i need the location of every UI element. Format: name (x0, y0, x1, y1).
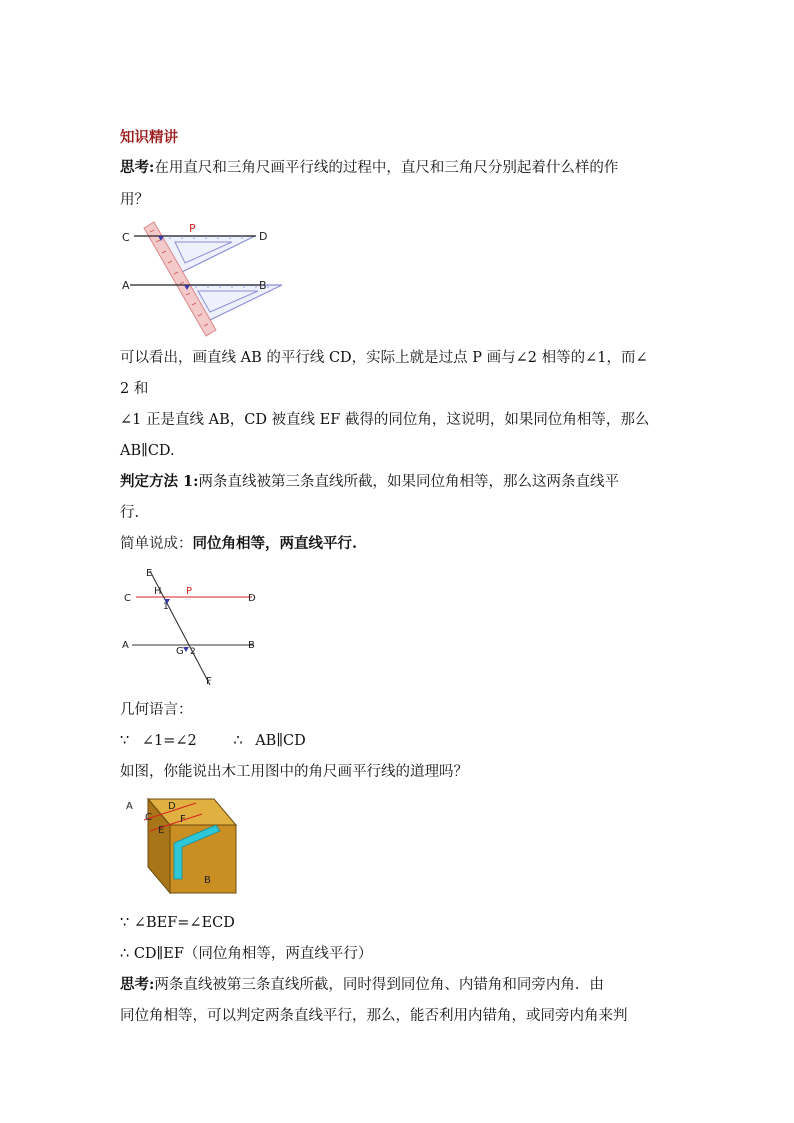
therefore-symbol: ∴ (233, 733, 243, 749)
geometry-statement (120, 731, 306, 751)
label-a: A (122, 640, 129, 651)
think2-text1: 两条直线被第三条直线所截，同时得到同位角、内错角和同旁内角．由 (154, 977, 604, 993)
because-symbol: ∵ (120, 733, 130, 749)
simple-bold: 同位角相等，两直线平行. (192, 535, 358, 552)
label-c: C (122, 231, 130, 244)
carpenter-square-figure (120, 795, 250, 900)
label-angle1: 1 (163, 602, 169, 612)
label-c: C (145, 812, 152, 823)
think2-line1 (120, 975, 604, 995)
think2-label: 思考: (120, 976, 155, 993)
label-e: E (158, 825, 165, 836)
think2-text2: 同位角相等，可以判定两条直线平行，那么，能否利用内错角，或同旁内角来判 (120, 1008, 628, 1024)
proof-line1: ∵ ∠BEF=∠ECD (120, 915, 235, 931)
ruler-triangle-figure (120, 218, 300, 338)
method1-line1 (120, 472, 619, 492)
geometry-condition: ∠1=∠2 (141, 733, 197, 749)
label-f: F (180, 814, 186, 825)
para1-line3: ∠1 正是直线 AB，CD 被直线 EF 截得的同位角，这说明，如果同位角相等，那么 (120, 412, 650, 428)
method1-text1: 两条直线被第三条直线所截，如果同位角相等，那么这两条直线平 (198, 474, 619, 490)
label-f: F (206, 676, 212, 687)
label-h: H (154, 586, 162, 597)
label-e: E (146, 568, 153, 579)
geometry-title: 几何语言： (120, 702, 193, 718)
angle2-marker (183, 647, 189, 652)
label-d: D (248, 593, 256, 604)
think1-text2: 用？ (120, 192, 149, 208)
label-p: P (189, 222, 196, 235)
label-a: A (126, 801, 133, 812)
label-a: A (122, 279, 130, 292)
think1-text1: 在用直尺和三角尺画平行线的过程中，直尺和三角尺分别起着什么样的作 (154, 160, 619, 176)
label-b: B (259, 279, 267, 292)
label-p: P (186, 586, 193, 597)
method1-text2: 行. (120, 505, 140, 521)
para1-line2: 2 和 (120, 381, 149, 397)
simple-prefix: 简单说成： (120, 536, 193, 552)
label-b: B (248, 640, 255, 651)
label-angle2: 2 (190, 647, 196, 657)
label-b: B (204, 875, 211, 886)
think1-label: 思考: (120, 159, 155, 176)
para1-line1: 可以看出，画直线 AB 的平行线 CD，实际上就是过点 P 画与∠2 相等的∠1，而∠ (120, 350, 648, 366)
simple-statement (120, 534, 357, 554)
method1-label: 判定方法 1: (120, 473, 199, 490)
label-d: D (259, 230, 268, 243)
question2: 如图，你能说出木工用图中的角尺画平行线的道理吗？ (120, 764, 468, 780)
section-title: 知识精讲 (120, 129, 178, 146)
label-d: D (168, 801, 176, 812)
think1-line1 (120, 158, 618, 178)
transversal-figure (120, 563, 270, 691)
para1-line4: AB∥CD. (120, 443, 175, 459)
geometry-conclusion: AB∥CD (255, 733, 306, 749)
proof-line2: ∴ CD∥EF（同位角相等，两直线平行） (120, 946, 373, 962)
label-g: G (176, 646, 184, 657)
label-c: C (124, 593, 131, 604)
